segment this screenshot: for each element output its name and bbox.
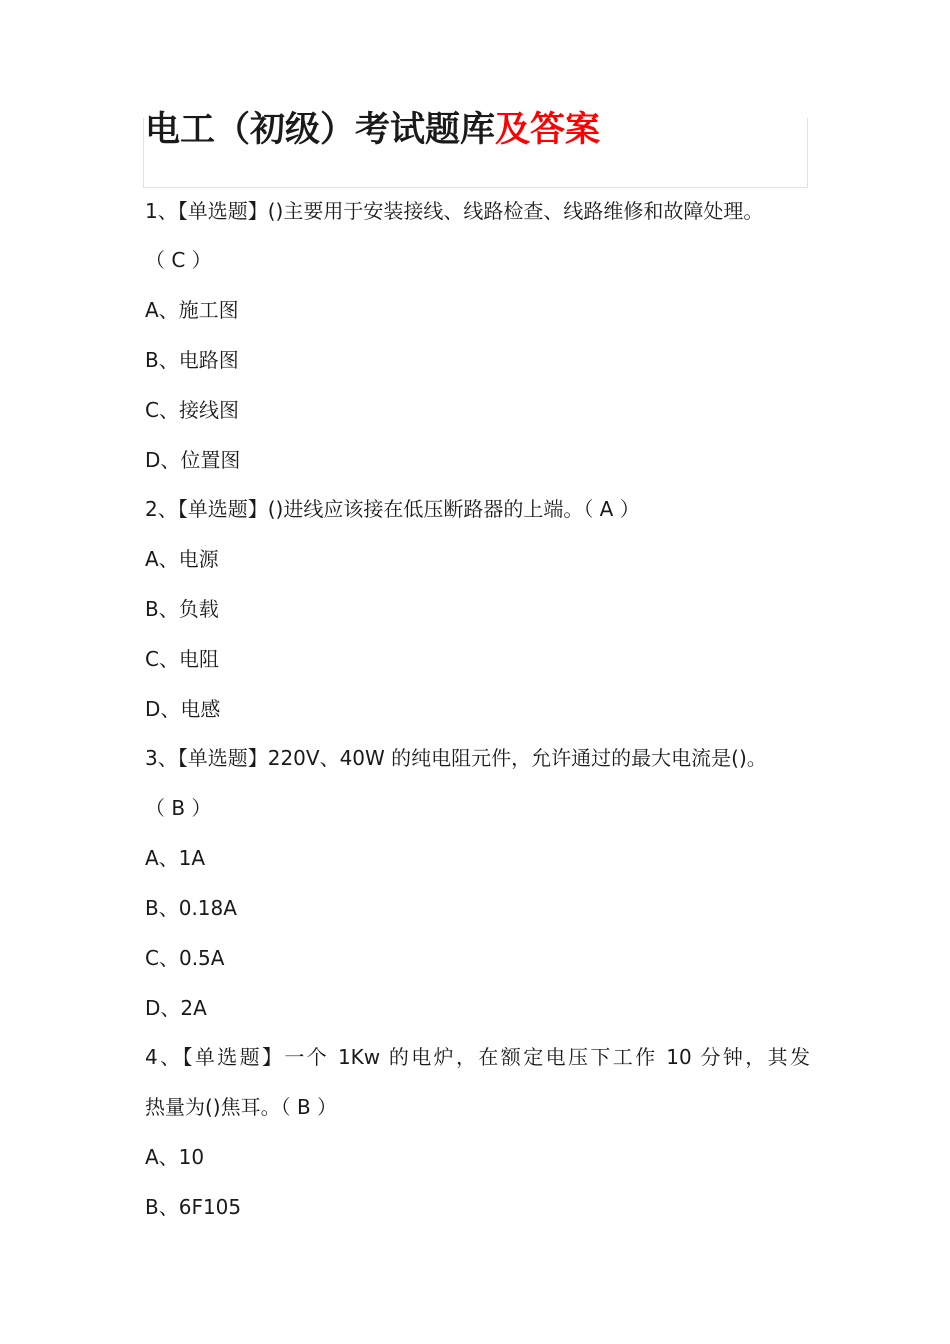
question-4-stem: 4、【单选题】一个 1Kw 的电炉，在额定电压下工作 10 分钟，其发 bbox=[145, 1045, 810, 1069]
question-2-stem: 2、【单选题】()进线应该接在低压断路器的上端。（ A ） bbox=[145, 497, 640, 521]
question-4-stem-continued: 热量为()焦耳。（ B ） bbox=[145, 1095, 338, 1119]
question-4-option-a: A、10 bbox=[145, 1145, 205, 1169]
page-title bbox=[145, 106, 600, 154]
question-1-stem: 1、【单选题】()主要用于安装接线、线路检查、线路维修和故障处理。 bbox=[145, 199, 764, 223]
question-3-answer: （ B ） bbox=[145, 796, 212, 820]
question-3-option-d: D、2A bbox=[145, 996, 207, 1020]
question-2-option-b: B、负载 bbox=[145, 597, 219, 621]
question-1-answer: （ C ） bbox=[145, 248, 212, 272]
question-4-option-b: B、6F105 bbox=[145, 1195, 242, 1219]
question-2-option-a: A、电源 bbox=[145, 547, 219, 571]
question-3-option-b: B、0.18A bbox=[145, 896, 237, 920]
question-1-option-d: D、位置图 bbox=[145, 448, 241, 472]
title-highlight: 及答案 bbox=[495, 110, 601, 150]
question-1-option-b: B、电路图 bbox=[145, 348, 239, 372]
question-3-option-c: C、0.5A bbox=[145, 946, 225, 970]
question-1-option-c: C、接线图 bbox=[145, 398, 239, 422]
question-3-stem: 3、【单选题】220V、40W 的纯电阻元件，允许通过的最大电流是()。 bbox=[145, 746, 767, 770]
question-2-option-c: C、电阻 bbox=[145, 647, 219, 671]
question-1-option-a: A、施工图 bbox=[145, 298, 239, 322]
title-main: 电工（初级）考试题库 bbox=[145, 110, 496, 150]
question-3-option-a: A、1A bbox=[145, 846, 206, 870]
question-2-option-d: D、电感 bbox=[145, 697, 221, 721]
